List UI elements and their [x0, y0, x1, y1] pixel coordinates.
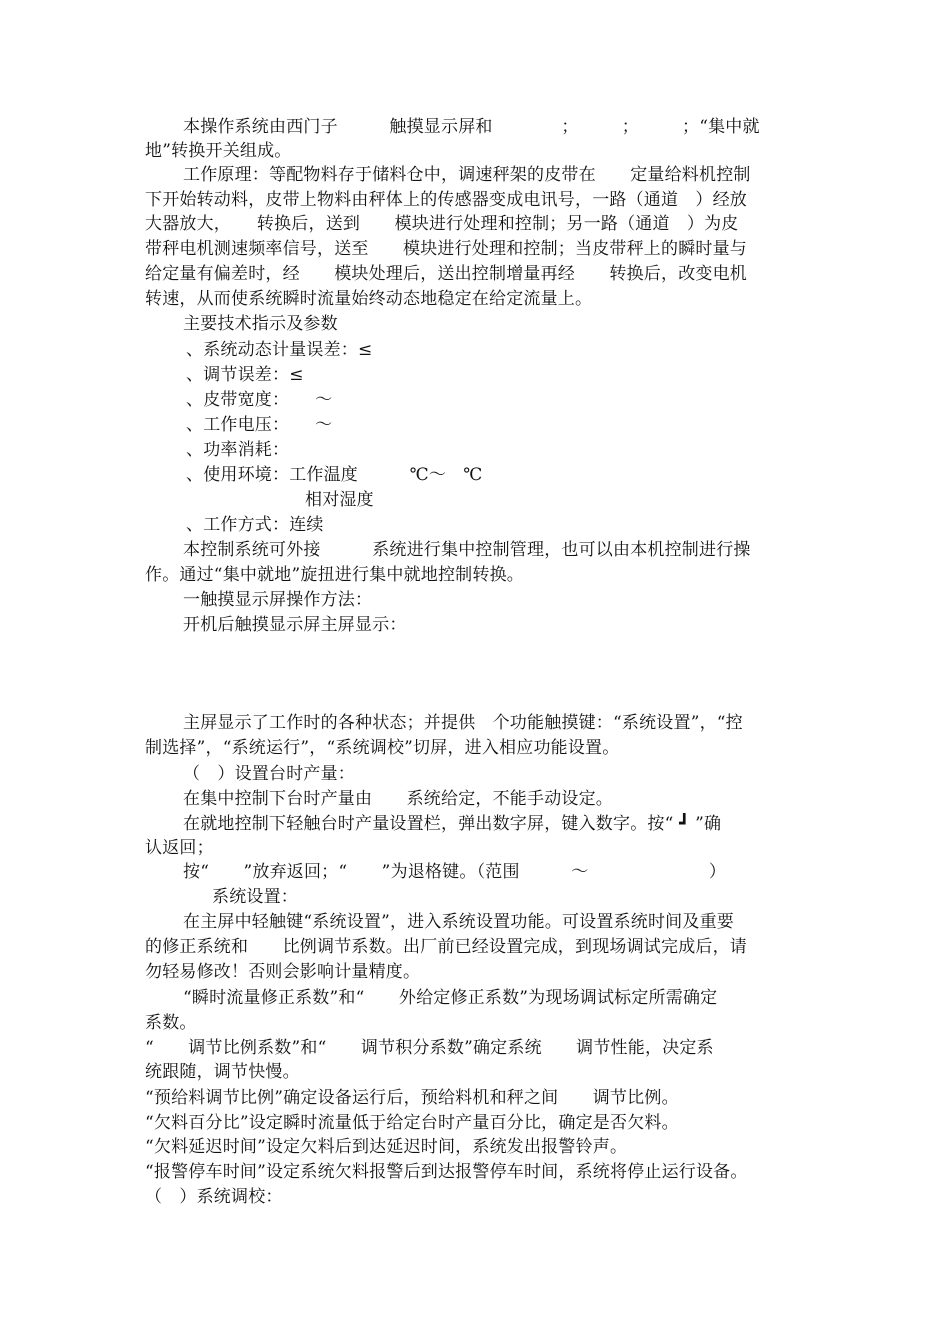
paragraph-line: 工作原理：等配物料存于储料仓中，调速秤架的皮带在 定量给料机控制: [183, 165, 751, 185]
paragraph-line: 主屏显示了工作时的各种状态；并提供 个功能触摸键：“系统设置”，“控: [183, 713, 743, 733]
paragraph-line: 统跟随，调节快慢。: [145, 1062, 300, 1082]
paragraph-line: 开机后触摸显示屏主屏显示：: [183, 615, 407, 635]
paragraph-line: 转速，从而使系统瞬时流量始终动态地稳定在给定流量上。: [145, 289, 593, 309]
paragraph-line: 下开始转动料，皮带上物料由秤体上的传感器变成电讯号，一路（通道 ）经放: [145, 190, 747, 210]
paragraph-line: “报警停车时间”设定系统欠料报警后到达报警停车时间，系统将停止运行设备。: [145, 1162, 748, 1182]
paragraph-line: “ 调节比例系数”和“ 调节积分系数”确定系统 调节性能，决定系: [145, 1038, 714, 1058]
section-heading: （ ）设置台时产量：: [183, 764, 355, 784]
spec-item-continuation: 相对湿度: [305, 490, 374, 510]
section-heading: （ ）系统调校：: [145, 1187, 283, 1207]
spec-item: 、系统动态计量误差：≤: [186, 340, 373, 360]
paragraph-line: 系数。: [145, 1013, 197, 1033]
section-heading: 一触摸显示屏操作方法：: [183, 590, 373, 610]
paragraph-line: 的修正系统和 比例调节系数。出厂前已经设置完成，到现场调试完成后，请: [145, 937, 747, 957]
paragraph-line: “欠料延迟时间”设定欠料后到达延迟时间，系统发出报警铃声。: [145, 1137, 628, 1157]
paragraph-line: 本操作系统由西门子 触摸显示屏和 ； ； ；“集中就: [183, 117, 760, 137]
spec-item: 、使用环境：工作温度 ℃～ ℃: [186, 465, 483, 485]
paragraph-line: 制选择”，“系统运行”，“系统调校”切屏，进入相应功能设置。: [145, 738, 620, 758]
paragraph-line: 作。通过“集中就地”旋扭进行集中就地控制转换。: [145, 565, 524, 585]
paragraph-line: 按“ ”放弃返回；“ ”为退格键。（范围 ～ ）: [183, 862, 727, 882]
spec-item: 、工作方式：连续: [186, 515, 324, 535]
paragraph-line: 给定量有偏差时，经 模块处理后，送出控制增量再经 转换后，改变电机: [145, 264, 747, 284]
paragraph-line: 带秤电机测速频率信号，送至 模块进行处理和控制；当皮带秤上的瞬时量与: [145, 239, 747, 259]
paragraph-line: 本控制系统可外接 系统进行集中控制管理，也可以由本机控制进行操: [183, 540, 751, 560]
spec-item: 、皮带宽度： ～: [186, 390, 333, 410]
paragraph-line: 在集中控制下台时产量由 系统给定，不能手动设定。: [183, 789, 613, 809]
paragraph-line: “瞬时流量修正系数”和“ 外给定修正系数”为现场调试标定所需确定: [183, 988, 718, 1008]
paragraph-line: 勿轻易修改！否则会影响计量精度。: [145, 962, 421, 982]
paragraph-line: 在主屏中轻触键“系统设置”，进入系统设置功能。可设置系统时间及重要: [183, 912, 734, 932]
spec-item: 、功率消耗：: [186, 440, 290, 460]
spec-item: 、工作电压： ～: [186, 415, 333, 435]
paragraph-line: “欠料百分比”设定瞬时流量低于给定台时产量百分比，确定是否欠料。: [145, 1113, 679, 1133]
paragraph-line: 地”转换开关组成。: [145, 141, 292, 161]
paragraph-line: 在就地控制下轻触台时产量设置栏，弹出数字屏，键入数字。按“ ┛ ”确: [183, 814, 722, 834]
paragraph-line: “预给料调节比例”确定设备运行后，预给料机和秤之间 调节比例。: [145, 1088, 679, 1108]
paragraph-line: 认返回；: [145, 838, 214, 858]
section-heading: 主要技术指示及参数: [183, 314, 338, 334]
paragraph-line: 大器放大， 转换后，送到 模块进行处理和控制；另一路（通道 ）为皮: [145, 214, 739, 234]
section-heading: 系统设置：: [212, 887, 298, 907]
spec-item: 、调节误差：≤: [186, 365, 304, 385]
